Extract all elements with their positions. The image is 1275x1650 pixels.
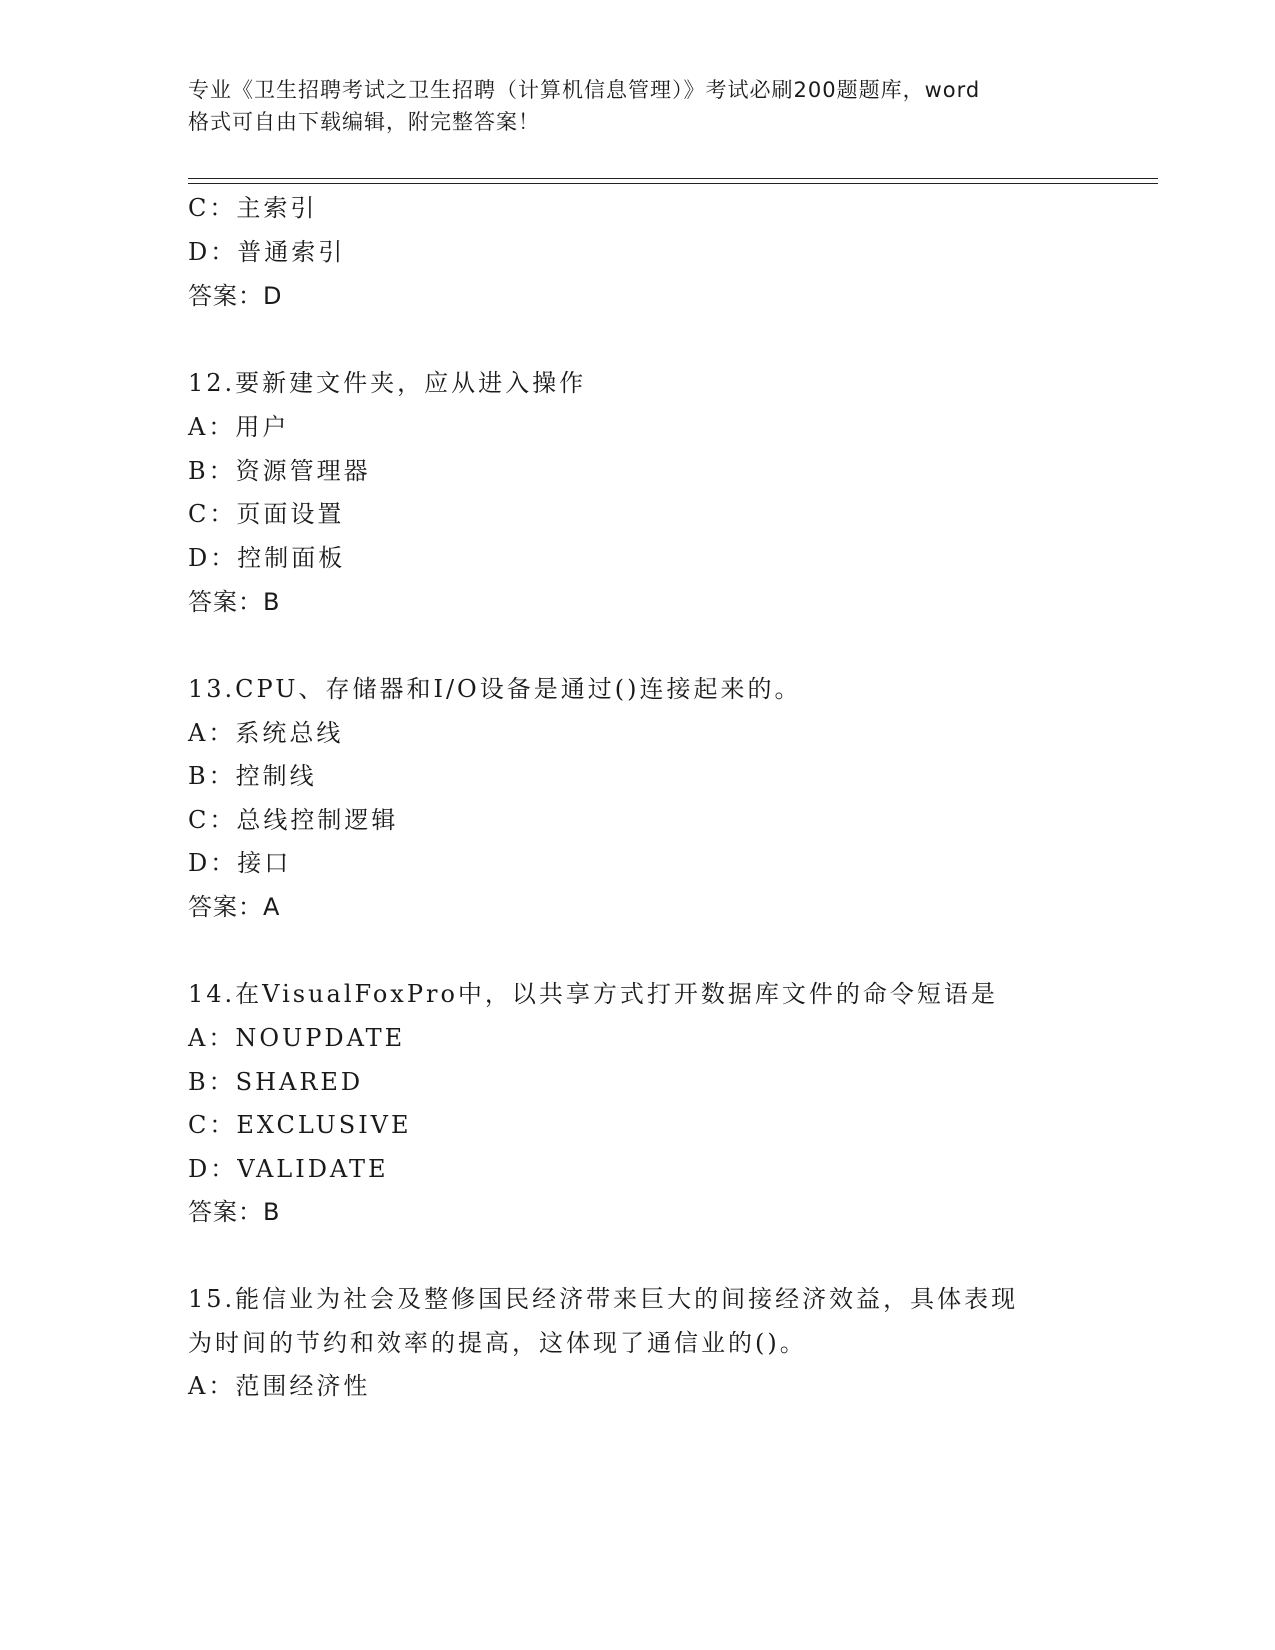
q15-stem-line-2: 为时间的节约和效率的提高，这体现了通信业的()。 bbox=[188, 1329, 807, 1357]
q14-option-b: B：SHARED bbox=[188, 1068, 364, 1096]
q12-option-d: D：控制面板 bbox=[188, 544, 346, 572]
q14-answer: 答案：B bbox=[188, 1198, 281, 1226]
q13-stem: 13.CPU、存储器和I/O设备是通过()连接起来的。 bbox=[188, 675, 802, 703]
header-line-1: 专业《卫生招聘考试之卫生招聘（计算机信息管理）》考试必刷200题题库，word bbox=[188, 78, 981, 102]
q13-option-c: C：总线控制逻辑 bbox=[188, 806, 399, 834]
q14-stem: 14.在VisualFoxPro中，以共享方式打开数据库文件的命令短语是 bbox=[188, 980, 998, 1008]
document-header bbox=[188, 74, 1088, 138]
q14-option-a: A：NOUPDATE bbox=[188, 1024, 406, 1052]
q13-option-b: B：控制线 bbox=[188, 762, 317, 790]
header-divider-bottom bbox=[188, 183, 1158, 184]
q15-option-a: A：范围经济性 bbox=[188, 1372, 371, 1400]
q12-answer: 答案：B bbox=[188, 588, 281, 616]
q11-option-c: C：主索引 bbox=[188, 194, 318, 222]
q12-stem: 12.要新建文件夹，应从进入操作 bbox=[188, 369, 587, 397]
header-divider-top bbox=[188, 178, 1158, 179]
q11-answer: 答案：D bbox=[188, 282, 283, 310]
q14-option-d: D：VALIDATE bbox=[188, 1155, 389, 1183]
q13-option-a: A：系统总线 bbox=[188, 719, 344, 747]
q11-option-d: D：普通索引 bbox=[188, 238, 346, 266]
q13-answer: 答案：A bbox=[188, 893, 281, 921]
q12-option-a: A：用户 bbox=[188, 413, 290, 441]
q13-option-d: D：接口 bbox=[188, 849, 292, 877]
q14-option-c: C：EXCLUSIVE bbox=[188, 1111, 412, 1139]
header-line-2: 格式可自由下载编辑，附完整答案！ bbox=[188, 110, 540, 134]
q12-option-b: B：资源管理器 bbox=[188, 457, 371, 485]
q15-stem-line-1: 15.能信业为社会及整修国民经济带来巨大的间接经济效益，具体表现 bbox=[188, 1285, 1019, 1313]
q12-option-c: C：页面设置 bbox=[188, 500, 345, 528]
